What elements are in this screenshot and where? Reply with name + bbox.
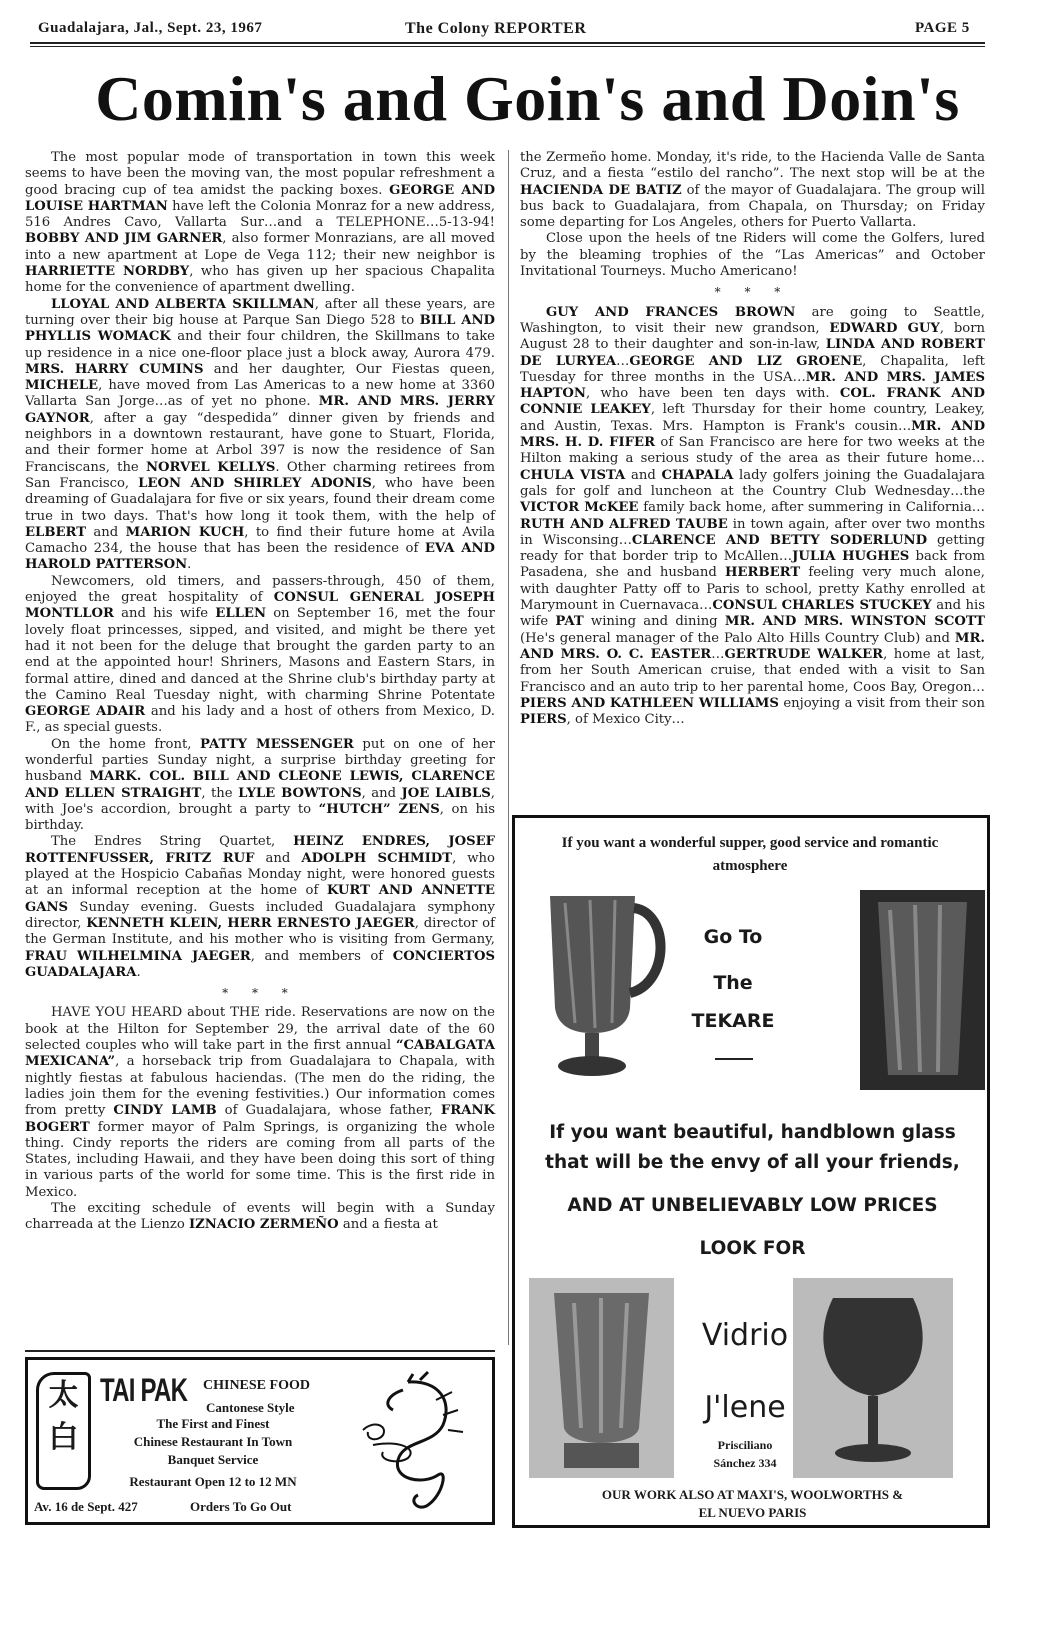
ad-intro: If you want a wonderful supper, good service and romantic atmosphere bbox=[561, 835, 939, 874]
text-run: of the mayor of Guadalajara. The group will bus back to Guadalajara, from Chapala, on Thursday; on Friday some departing for Los Angeles, others for Puerto Vallarta. bbox=[520, 182, 985, 231]
text-run: … bbox=[616, 353, 630, 369]
name-highlight: KENNETH KLEIN, HERR ERNESTO JAEGER bbox=[86, 915, 415, 931]
article-paragraph bbox=[25, 574, 495, 737]
name-highlight: CHULA VISTA bbox=[520, 467, 626, 483]
name-highlight: LLOYAL AND ALBERTA SKILLMAN bbox=[51, 296, 315, 312]
text-run: put on one of her wonderful parties Sunday night, a surprise birthday greeting for husband bbox=[25, 736, 495, 785]
article-paragraph bbox=[25, 737, 495, 835]
ad-line: The First and Finest bbox=[156, 1416, 270, 1431]
name-highlight: CLARENCE AND BETTY SODERLUND bbox=[631, 532, 928, 548]
tekare-glass-ad bbox=[512, 815, 990, 1528]
name-highlight: GEORGE AND LOUISE HARTMAN bbox=[25, 182, 496, 214]
shop-number: Sánchez 334 bbox=[713, 1456, 777, 1470]
name-highlight: MR. AND MRS. H. D. FIFER bbox=[520, 418, 986, 451]
name-highlight: JULIA HUGHES bbox=[792, 549, 910, 565]
text-run: and a fiesta at bbox=[338, 1217, 438, 1233]
article-paragraph bbox=[520, 305, 985, 729]
text-run: . Other charming retirees from San Francisco, bbox=[25, 459, 495, 491]
name-highlight: RUTH AND ALFRED TAUBE bbox=[520, 516, 728, 532]
text-run: On the home front, bbox=[51, 736, 201, 752]
text-run: , to find their future home at Avila Camacho 234, the house that has been the residence of bbox=[25, 524, 495, 557]
text-run: , also former Monrazians, are all moved into a new apartment at Lope de Vega 112; their new neighbor is bbox=[25, 231, 495, 263]
article-paragraph bbox=[25, 1005, 495, 1201]
text-run: , on his birthday. bbox=[25, 801, 495, 834]
left-paragraphs bbox=[25, 150, 495, 981]
ad-footer-2: EL NUEVO PARIS bbox=[698, 1505, 807, 1520]
text-run: , after all these years, are turning over their big house at Parque San Diego 528 to bbox=[25, 296, 495, 328]
newspaper-name: The Colony REPORTER bbox=[405, 20, 587, 37]
text-run: , who have been ten days with. bbox=[585, 386, 840, 402]
name-highlight: MR. AND MRS. JERRY GAYNOR bbox=[25, 394, 495, 426]
section-separator: * * * bbox=[222, 986, 298, 1001]
opening-hours: Restaurant Open 12 to 12 MN bbox=[129, 1474, 297, 1489]
text-run: , Chapalita, left Tuesday for three months in the USA… bbox=[520, 353, 985, 385]
article-paragraph bbox=[520, 150, 985, 231]
restaurant-address: Av. 16 de Sept. 427 bbox=[34, 1499, 138, 1514]
name-highlight: VICTOR McKEE bbox=[520, 500, 639, 516]
shop-street: Prisciliano bbox=[717, 1438, 773, 1452]
section-separator: * * * bbox=[714, 285, 791, 300]
text-run: , and bbox=[361, 785, 402, 801]
text-run: The exciting schedule of events will begin with a Sunday charreada at the Lienzo bbox=[25, 1201, 495, 1233]
text-run: lady golfers joining the Guadalajara gals for golf and luncheon at the Country Club Wednesday…the bbox=[520, 467, 985, 499]
name-highlight: KURT AND ANNETTE GANS bbox=[25, 883, 495, 915]
page-number: PAGE 5 bbox=[915, 20, 970, 36]
header-rule-thin bbox=[30, 46, 985, 47]
dragon-illustration bbox=[348, 1370, 468, 1520]
ad-divider bbox=[715, 1058, 753, 1060]
text-run: HAVE YOU HEARD about THE ride. Reservations are now on the book at the Hilton for September 29, the arrival date of the 60 selected couples who will take part in the first annual bbox=[25, 1005, 495, 1054]
text-run: , who played at the Hospicio Cabañas Monday night, were honored guests at an informal reception at the home of bbox=[25, 850, 495, 899]
name-highlight: ADOLPH SCHMIDT bbox=[301, 850, 453, 866]
name-highlight: MR. AND MRS. O. C. EASTER bbox=[520, 630, 985, 662]
glass-mug-photo bbox=[530, 888, 680, 1083]
name-highlight: GEORGE ADAIR bbox=[25, 704, 146, 720]
text-run: and his lady and a host of others from Mexico, D. F., as special guests. bbox=[25, 704, 495, 736]
name-highlight: NORVEL KELLYS bbox=[146, 459, 276, 475]
ad-line: Banquet Service bbox=[167, 1452, 259, 1467]
ad-pitch-3: AND AT UNBELIEVABLY LOW PRICES bbox=[567, 1195, 938, 1216]
right-paragraphs bbox=[520, 150, 985, 280]
name-highlight: HARRIETTE NORDBY bbox=[25, 264, 190, 280]
name-highlight: EDWARD GUY bbox=[829, 320, 940, 336]
ad-line: Chinese Restaurant In Town bbox=[133, 1434, 293, 1449]
text-run: on September 16, met the four lovely float princesses, sipped, and visited, and might be there yet had it not been for the deluge that brought the garden party to an end at the appointed hour! Shriners, Masons and Eastern Stars, in formal attire, dined and danced at the Shrine club's birthday party at the Camino Real Tuesday night, with charming Shrine Potentate bbox=[25, 606, 495, 703]
name-highlight: JOE LAIBLS bbox=[401, 785, 491, 801]
column-divider bbox=[508, 150, 509, 1345]
text-run: (He's general manager of the Palo Alto Hills Country Club) and bbox=[520, 630, 955, 646]
header-rule bbox=[30, 42, 985, 44]
glass-tumbler-photo bbox=[529, 1278, 674, 1478]
name-highlight: LINDA AND ROBERT DE LURYEA bbox=[520, 337, 985, 369]
left-column bbox=[25, 150, 495, 1234]
text-run: feeling very much alone, with daughter Patty off to Paris to school, pretty Kathy enrolled at Marymount in Cuernavaca… bbox=[520, 565, 985, 614]
text-run: family back home, after summering in California… bbox=[638, 500, 985, 516]
ad-pitch-4: LOOK FOR bbox=[699, 1238, 806, 1259]
text-run: , and members of bbox=[250, 948, 393, 964]
name-highlight: BILL AND PHYLLIS WOMACK bbox=[25, 312, 495, 345]
text-run: … bbox=[711, 646, 725, 662]
text-run: and his wife bbox=[113, 606, 216, 622]
text-run: and their four children, the Skillmans to take up residence in a nice one-floor place just a block away, Aurora 479. bbox=[25, 329, 495, 361]
chinese-logo bbox=[36, 1372, 91, 1490]
text-run: , left Thursday for their home country, Leakey, and Austin, Texas. Mrs. Hampton is Frank's cousin… bbox=[520, 402, 985, 434]
text-run: Newcomers, old timers, and passers-through, 450 of them, enjoyed the great hospitality of bbox=[25, 573, 495, 606]
text-run: , born August 28 to their daughter and son-in-law, bbox=[520, 320, 986, 353]
name-highlight: HACIENDA DE BATIZ bbox=[520, 182, 682, 198]
text-run: , the bbox=[201, 785, 239, 801]
name-highlight: ELBERT bbox=[25, 524, 87, 540]
name-highlight: CINDY LAMB bbox=[113, 1103, 217, 1119]
name-highlight: ELLEN bbox=[215, 606, 266, 622]
text-run: wining and dining bbox=[583, 614, 725, 630]
ad-footer-1: OUR WORK ALSO AT MAXI'S, WOOLWORTHS & bbox=[601, 1487, 904, 1502]
name-highlight: LEON AND SHIRLEY ADONIS bbox=[138, 475, 372, 491]
text-run: of San Francisco are here for two weeks at the Hilton making a serious study of the area as their future home… bbox=[520, 435, 985, 467]
glass-vase-photo bbox=[860, 890, 985, 1090]
name-highlight: IZNACIO ZERMEÑO bbox=[189, 1217, 339, 1233]
name-highlight: MARION KUCH bbox=[125, 524, 245, 540]
text-run: in town again, after over two months in Wisconsing… bbox=[520, 516, 985, 548]
name-highlight: “HUTCH” ZENS bbox=[318, 801, 440, 817]
text-run: The most popular mode of transportation in town this week seems to have been the moving van, the most popular refreshment a good bracing cup of tea amidst the packing boxes. bbox=[25, 150, 495, 198]
restaurant-name: TAI PAK bbox=[100, 1372, 188, 1408]
text-run: , a horseback trip from Guadalajara to Chapala, with nightly fiestas at fabulous haciendas. (The men do the riding, the ladies join them for the evening festivities.) Our information comes from pretty bbox=[25, 1054, 495, 1119]
logo-char-tai: 太 bbox=[48, 1378, 79, 1413]
text-run: Sunday evening. Guests included Guadalajara symphony director, bbox=[25, 899, 495, 931]
text-run: , of Mexico City… bbox=[566, 712, 685, 728]
text-run: , have moved from Las Americas to a new home at 3360 Vallarta San Jorge…as of yet no phone. bbox=[25, 378, 495, 410]
name-highlight: PIERS AND KATHLEEN WILLIAMS bbox=[520, 695, 779, 711]
restaurant-name-tekare: TEKARE bbox=[691, 1010, 775, 1032]
ad-pitch-1: If you want beautiful, handblown glass bbox=[549, 1122, 956, 1143]
brand-vidrio: Vidrio bbox=[701, 1318, 789, 1353]
article-paragraph bbox=[520, 231, 985, 280]
text-run: the Zermeño home. Monday, it's ride, to the Hacienda Valle de Santa Cruz, and a fiesta “estilo del rancho”. The next stop will be at the bbox=[520, 150, 985, 182]
name-highlight: CONSUL GENERAL JOSEPH MONTLLOR bbox=[25, 590, 495, 622]
name-highlight: EVA AND HAROLD PATTERSON bbox=[25, 541, 495, 573]
text-run: Close upon the heels of tne Riders will come the Golfers, lured by the bleaming trophies of the “Las Americas” and October Invitational Tourneys. Mucho Americano! bbox=[520, 231, 985, 280]
article-paragraph bbox=[25, 1201, 495, 1234]
text-run: enjoying a visit from their son bbox=[778, 695, 985, 711]
takeout-note: Orders To Go Out bbox=[190, 1499, 292, 1514]
ad-the: The bbox=[713, 972, 753, 994]
text-run: The Endres String Quartet, bbox=[51, 834, 294, 850]
text-run: and her daughter, Our Fiestas queen, bbox=[203, 361, 496, 377]
name-highlight: HERBERT bbox=[724, 565, 801, 581]
text-run: , after a gay “despedida” dinner given by friends and neighbors in a downtown restaurant, have gone to Stuart, Florida, and their former home at Arbol 397 is now the residence of San Franciscans, the bbox=[25, 410, 495, 475]
name-highlight: MR. AND MRS. JAMES HAPTON bbox=[520, 369, 986, 402]
wine-glass-photo bbox=[793, 1278, 953, 1478]
text-run: of Guadalajara, whose father, bbox=[216, 1103, 441, 1119]
ad-line: CHINESE FOOD bbox=[203, 1378, 310, 1393]
article-paragraph bbox=[25, 834, 495, 981]
name-highlight: CHAPALA bbox=[661, 467, 734, 483]
text-run: getting ready for that border trip to McAllen… bbox=[520, 532, 985, 565]
name-highlight: MICHELE bbox=[25, 378, 99, 394]
name-highlight: COL. FRANK AND CONNIE LEAKEY bbox=[520, 386, 985, 418]
dateline: Guadalajara, Jal., Sept. 23, 1967 bbox=[38, 20, 263, 36]
name-highlight: GERTRUDE WALKER bbox=[724, 646, 884, 662]
text-run: have left the Colonia Monraz for a new address, 516 Andres Cavo, Vallarta Sur…and a TELEPHONE…5-13-94! bbox=[25, 198, 495, 231]
text-run: , who has given up her spacious Chapalita home for the convenience of apartment dwelling. bbox=[25, 264, 495, 296]
text-run: and bbox=[86, 524, 126, 540]
name-highlight: MARK. COL. BILL AND CLEONE LEWIS, CLARENCE AND ELLEN STRAIGHT bbox=[25, 769, 496, 801]
name-highlight: PATTY MESSENGER bbox=[200, 736, 354, 752]
name-highlight: GEORGE AND LIZ GROENE bbox=[629, 353, 863, 369]
text-run: . bbox=[136, 964, 141, 980]
name-highlight: MR. AND MRS. WINSTON SCOTT bbox=[724, 614, 985, 630]
text-run: and his wife bbox=[520, 598, 985, 630]
headline: Comin's and Goin's and Doin's bbox=[95, 63, 960, 134]
ad-line: Cantonese Style bbox=[206, 1400, 295, 1415]
text-run: and bbox=[625, 467, 662, 483]
text-run: , director of the German Institute, and his mother who is visiting from Germany, bbox=[25, 915, 495, 948]
name-highlight: PIERS bbox=[520, 712, 567, 728]
text-run: former mayor of Palm Springs, is organizing the whole thing. Cindy reports the riders are coming from all parts of the States, including Hawaii, and they have been doing this sort of thing in various parts of the world for some time. This is the first ride in Mexico. bbox=[25, 1119, 495, 1200]
name-highlight: FRAU WILHELMINA JAEGER bbox=[25, 948, 251, 964]
name-highlight: “CABALGATA MEXICANA” bbox=[25, 1038, 495, 1070]
text-run: , who have been dreaming of Guadalajara for five or six years, found their dream come true in two days. That's how long it took them, with the help of bbox=[25, 475, 495, 524]
ad-pitch-2: that will be the envy of all your friends, bbox=[545, 1152, 960, 1173]
right-paragraphs-2 bbox=[520, 305, 985, 729]
ad-rule bbox=[25, 1350, 495, 1352]
article-paragraph bbox=[25, 150, 495, 297]
logo-char-bai: 白 bbox=[48, 1420, 79, 1455]
name-highlight: PAT bbox=[555, 614, 584, 630]
taipak-ad bbox=[25, 1357, 495, 1525]
text-run: are going to Seattle, Washington, to visit their new grandson, bbox=[520, 304, 985, 336]
text-run: . bbox=[187, 557, 192, 573]
text-run: , with Joe's accordion, brought a party to bbox=[25, 785, 495, 817]
name-highlight: HEINZ ENDRES, JOSEF ROTTENFUSSER, FRITZ RUF bbox=[25, 834, 496, 866]
ad-goto: Go To bbox=[703, 926, 763, 948]
text-run: , home at last, from her South American cruise, that ended with a visit to San Francisco and an auto trip to her parental home, Coos Bay, Oregon… bbox=[520, 646, 985, 695]
name-highlight: GUY AND FRANCES BROWN bbox=[546, 304, 796, 320]
name-highlight: MRS. HARRY CUMINS bbox=[25, 361, 204, 377]
name-highlight: LYLE BOWTONS bbox=[238, 785, 362, 801]
name-highlight: FRANK BOGERT bbox=[25, 1103, 495, 1135]
text-run: back from Pasadena, she and husband bbox=[520, 549, 985, 581]
article-paragraph bbox=[25, 297, 495, 574]
left-paragraphs-2 bbox=[25, 1005, 495, 1233]
brand-jlene: J'lene bbox=[704, 1390, 786, 1425]
name-highlight: BOBBY AND JIM GARNER bbox=[25, 231, 223, 247]
name-highlight: CONSUL CHARLES STUCKEY bbox=[712, 598, 932, 614]
right-column bbox=[520, 150, 985, 728]
text-run: and bbox=[254, 850, 302, 866]
name-highlight: CONCIERTOS GUADALAJARA bbox=[25, 948, 496, 980]
